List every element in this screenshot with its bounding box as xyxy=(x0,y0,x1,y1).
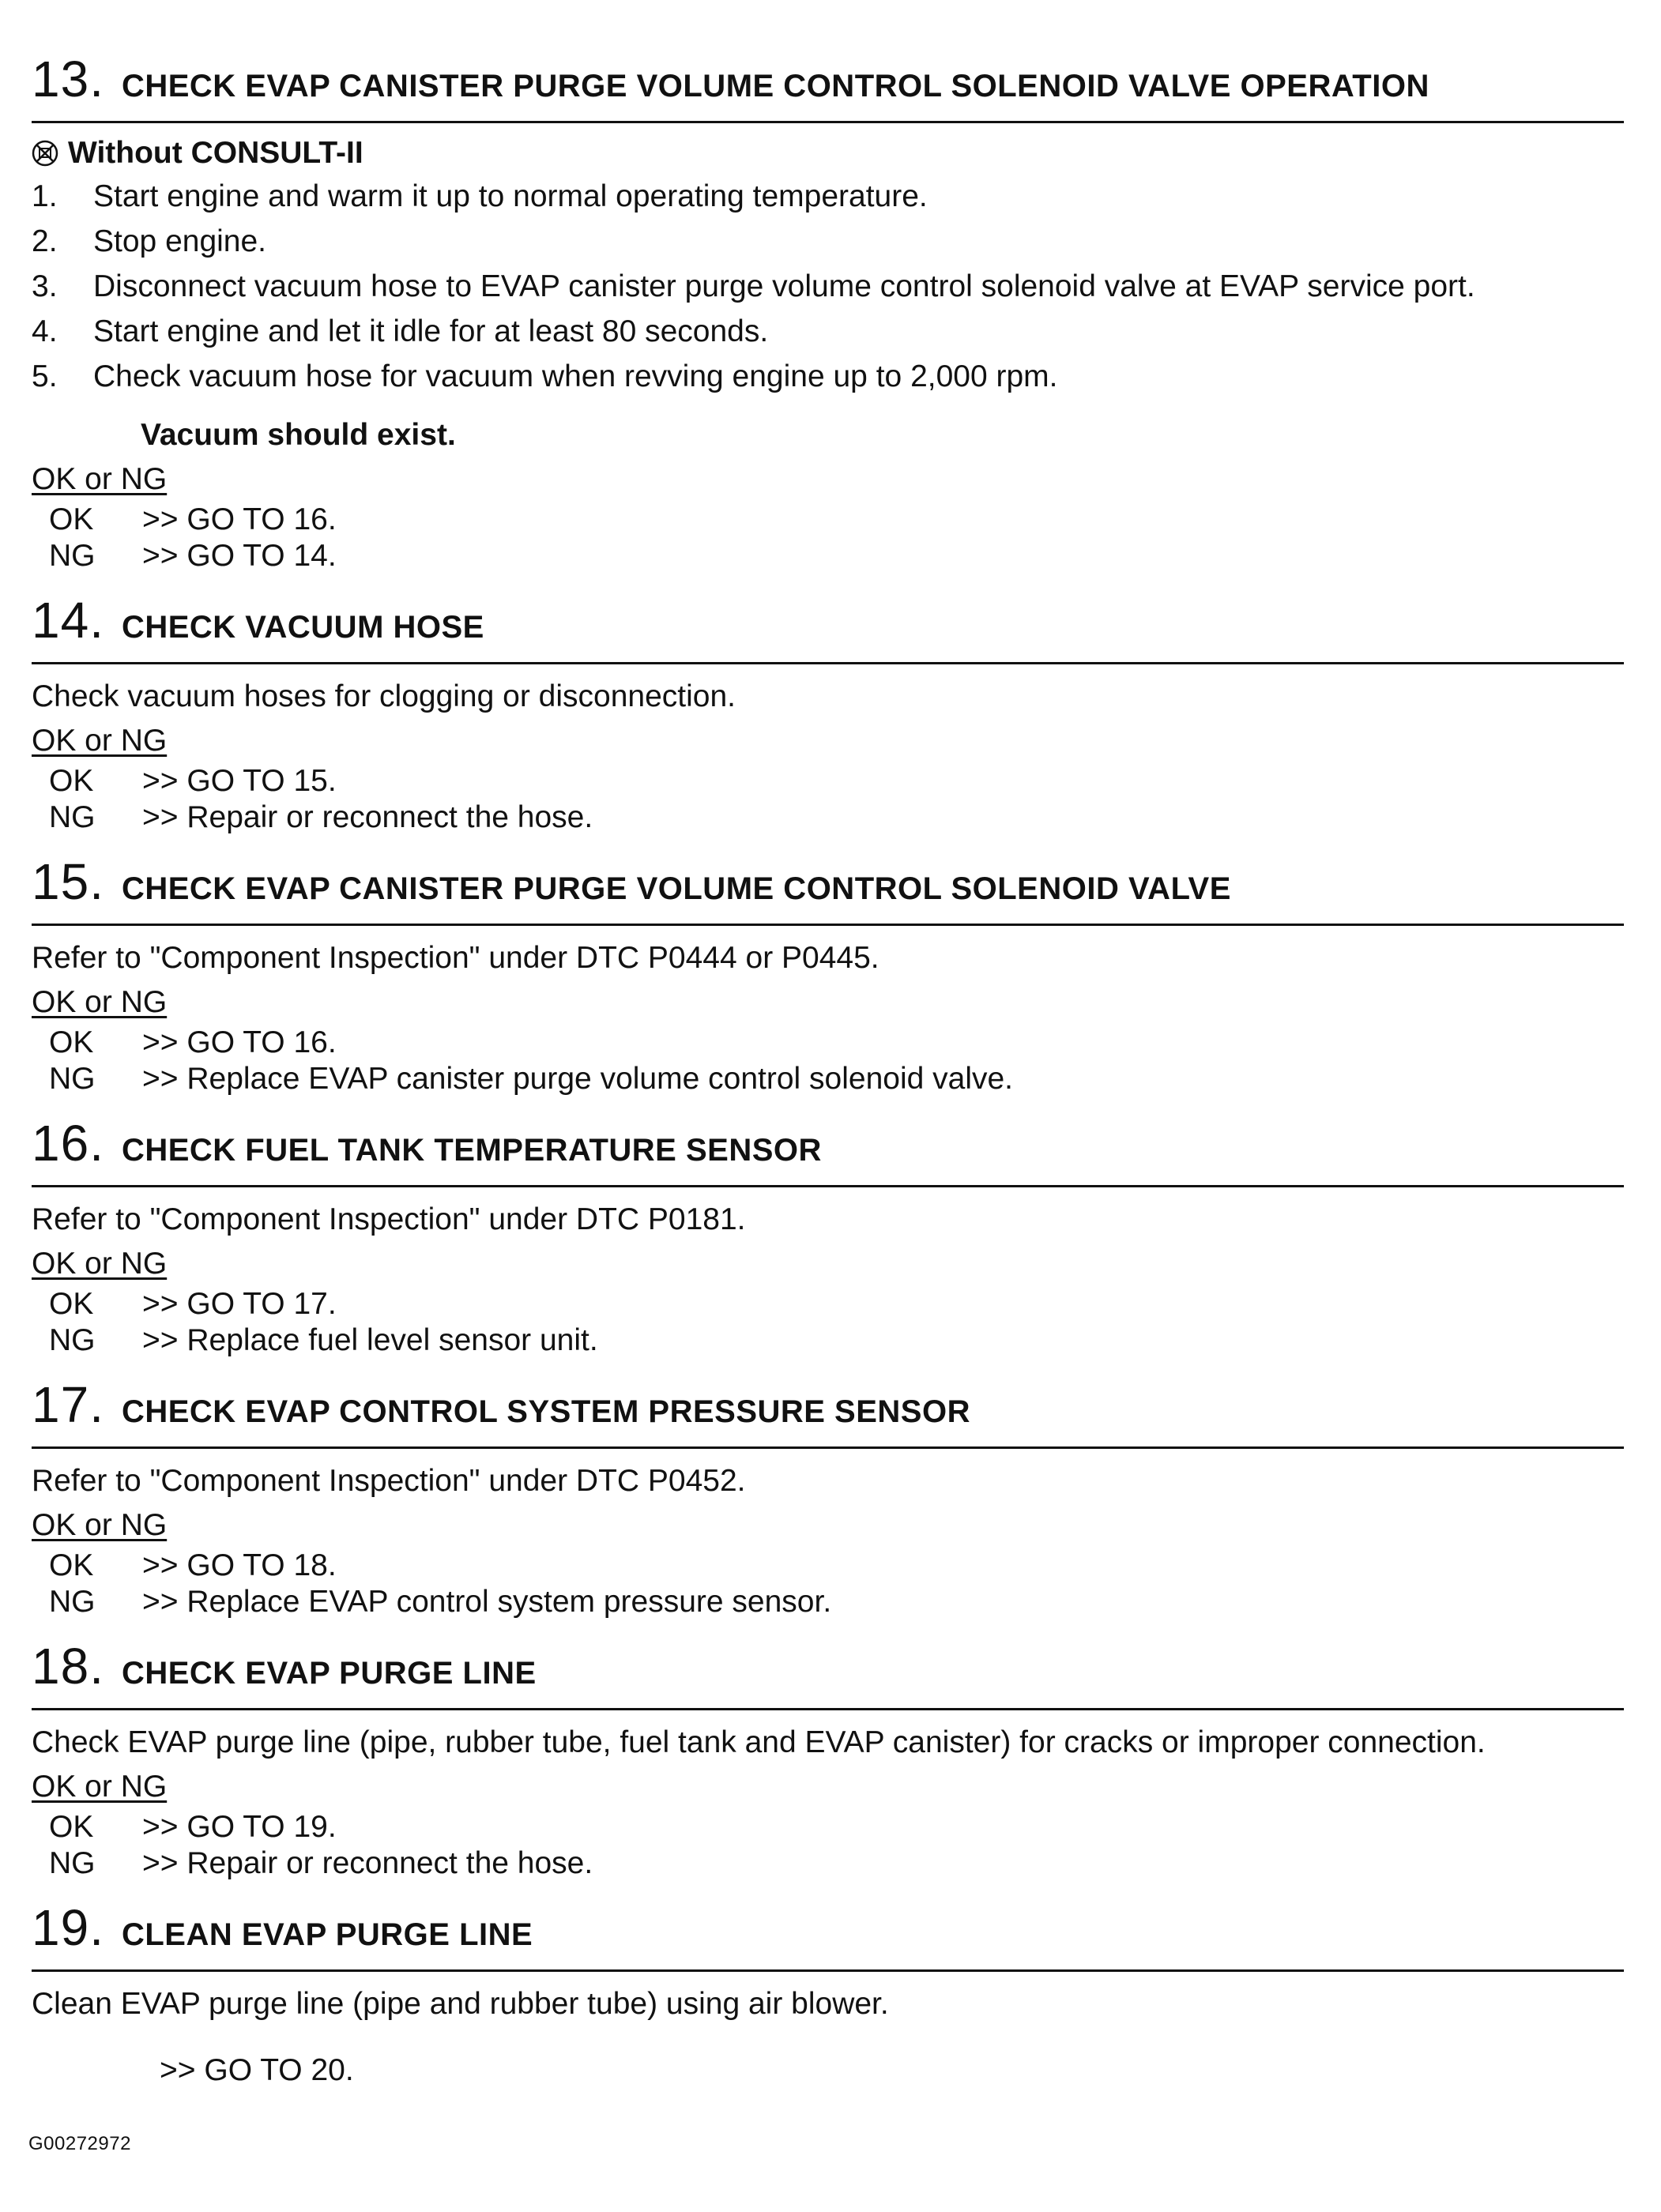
step-number: 13. xyxy=(32,51,104,107)
result-ng xyxy=(32,1584,1624,1620)
step-19 xyxy=(32,1896,1624,2093)
result-action: >> GO TO 16. xyxy=(142,502,337,536)
step-description: Check EVAP purge line (pipe, rubber tube, fuel tank and EVAP canister) for cracks or improper connection. xyxy=(32,1725,1486,1759)
procedure-item xyxy=(32,174,1624,219)
procedure-item xyxy=(32,309,1624,354)
step-number: 14. xyxy=(32,592,104,649)
ok-or-ng-label: OK or NG xyxy=(32,985,168,1019)
step-description: Check vacuum hoses for clogging or disconnection. xyxy=(32,679,736,713)
ok-or-ng-label: OK or NG xyxy=(32,1247,168,1281)
step-description: Refer to "Component Inspection" under DTC P0444 or P0445. xyxy=(32,941,879,975)
step-title: CLEAN EVAP PURGE LINE xyxy=(121,1917,533,1952)
step-title: CHECK EVAP PURGE LINE xyxy=(121,1656,537,1691)
step-header xyxy=(32,1373,1624,1449)
step-title: CHECK FUEL TANK TEMPERATURE SENSOR xyxy=(121,1133,822,1168)
mode-label: Without CONSULT-II xyxy=(68,136,363,170)
result-ok xyxy=(32,1809,1624,1845)
result-ng xyxy=(32,1845,1624,1882)
item-number: 4. xyxy=(32,314,58,348)
result-code: NG xyxy=(49,1585,96,1619)
step-16 xyxy=(32,1112,1624,1373)
step-15 xyxy=(32,850,1624,1112)
result-action: >> GO TO 16. xyxy=(142,1025,337,1059)
result-code: NG xyxy=(49,1846,96,1880)
result-code: OK xyxy=(49,764,94,798)
result-ng xyxy=(32,538,1624,574)
step-header xyxy=(32,1112,1624,1187)
step-title: CHECK EVAP CANISTER PURGE VOLUME CONTROL SOLENOID VALVE OPERATION xyxy=(121,69,1429,103)
result-action: >> GO TO 14. xyxy=(142,539,337,573)
result-ng xyxy=(32,799,1624,836)
step-18 xyxy=(32,1635,1624,1896)
service-manual-page xyxy=(32,47,1624,2093)
step-number: 15. xyxy=(32,853,104,910)
step-number: 18. xyxy=(32,1638,104,1695)
step-description: Refer to "Component Inspection" under DTC P0452. xyxy=(32,1464,746,1498)
step-title: CHECK VACUUM HOSE xyxy=(121,610,484,645)
item-text: Start engine and let it idle for at least 80 seconds. xyxy=(93,314,769,348)
result-code: OK xyxy=(49,1287,94,1321)
result-code: NG xyxy=(49,800,96,834)
item-number: 1. xyxy=(32,179,58,213)
result-code: OK xyxy=(49,502,94,536)
result-action: >> GO TO 17. xyxy=(142,1287,337,1321)
step-title: CHECK EVAP CANISTER PURGE VOLUME CONTROL SOLENOID VALVE xyxy=(121,871,1231,906)
result-action: >> Repair or reconnect the hose. xyxy=(142,1846,593,1880)
step-description: Refer to "Component Inspection" under DTC P0181. xyxy=(32,1202,746,1236)
result-action: >> Replace fuel level sensor unit. xyxy=(142,1323,598,1357)
item-text: Disconnect vacuum hose to EVAP canister purge volume control solenoid valve at EVAP service port. xyxy=(93,269,1475,303)
no-consult-icon xyxy=(32,140,58,167)
step-header xyxy=(32,47,1624,123)
procedure-item xyxy=(32,219,1624,264)
result-action: >> GO TO 15. xyxy=(142,764,337,798)
step-header xyxy=(32,850,1624,926)
result-ok xyxy=(32,1286,1624,1322)
specification: Vacuum should exist. xyxy=(141,418,456,452)
result-ng xyxy=(32,1322,1624,1359)
result-ng xyxy=(32,1061,1624,1097)
step-number: 16. xyxy=(32,1115,104,1172)
step-17 xyxy=(32,1373,1624,1635)
ok-or-ng-label: OK or NG xyxy=(32,1508,168,1542)
result-action: >> Replace EVAP control system pressure sensor. xyxy=(142,1585,832,1619)
item-text: Stop engine. xyxy=(93,224,267,258)
step-description: Clean EVAP purge line (pipe and rubber tube) using air blower. xyxy=(32,1987,889,2021)
result-ok xyxy=(32,1548,1624,1584)
procedure-list xyxy=(32,174,1624,399)
result-ok xyxy=(32,763,1624,799)
result-action: >> Repair or reconnect the hose. xyxy=(142,800,593,834)
result-code: NG xyxy=(49,1062,96,1096)
step-14 xyxy=(32,589,1624,850)
result-code: NG xyxy=(49,1323,96,1357)
ok-or-ng-label: OK or NG xyxy=(32,462,168,496)
step-title: CHECK EVAP CONTROL SYSTEM PRESSURE SENSOR xyxy=(121,1394,970,1429)
step-header xyxy=(32,1896,1624,1972)
step-header xyxy=(32,589,1624,664)
result-code: OK xyxy=(49,1810,94,1844)
step-header xyxy=(32,1635,1624,1710)
document-id: G00272972 xyxy=(28,2133,131,2154)
result-code: OK xyxy=(49,1548,94,1582)
item-text: Start engine and warm it up to normal operating temperature. xyxy=(93,179,928,213)
step-number: 17. xyxy=(32,1376,104,1433)
item-number: 5. xyxy=(32,359,58,393)
result-action: >> GO TO 19. xyxy=(142,1810,337,1844)
step-number: 19. xyxy=(32,1899,104,1956)
procedure-item xyxy=(32,354,1624,399)
result-action: >> Replace EVAP canister purge volume control solenoid valve. xyxy=(142,1062,1014,1096)
result-action: >> GO TO 18. xyxy=(142,1548,337,1582)
ok-or-ng-label: OK or NG xyxy=(32,724,168,758)
result-ok xyxy=(32,502,1624,538)
result-code: NG xyxy=(49,539,96,573)
result-code: OK xyxy=(49,1025,94,1059)
item-number: 3. xyxy=(32,269,58,303)
goto-next-step: >> GO TO 20. xyxy=(160,2053,354,2087)
ok-or-ng-label: OK or NG xyxy=(32,1770,168,1804)
step-13 xyxy=(32,47,1624,589)
result-ok xyxy=(32,1025,1624,1061)
item-number: 2. xyxy=(32,224,58,258)
item-text: Check vacuum hose for vacuum when revving engine up to 2,000 rpm. xyxy=(93,359,1058,393)
procedure-item xyxy=(32,264,1624,309)
mode-heading xyxy=(32,136,1624,171)
